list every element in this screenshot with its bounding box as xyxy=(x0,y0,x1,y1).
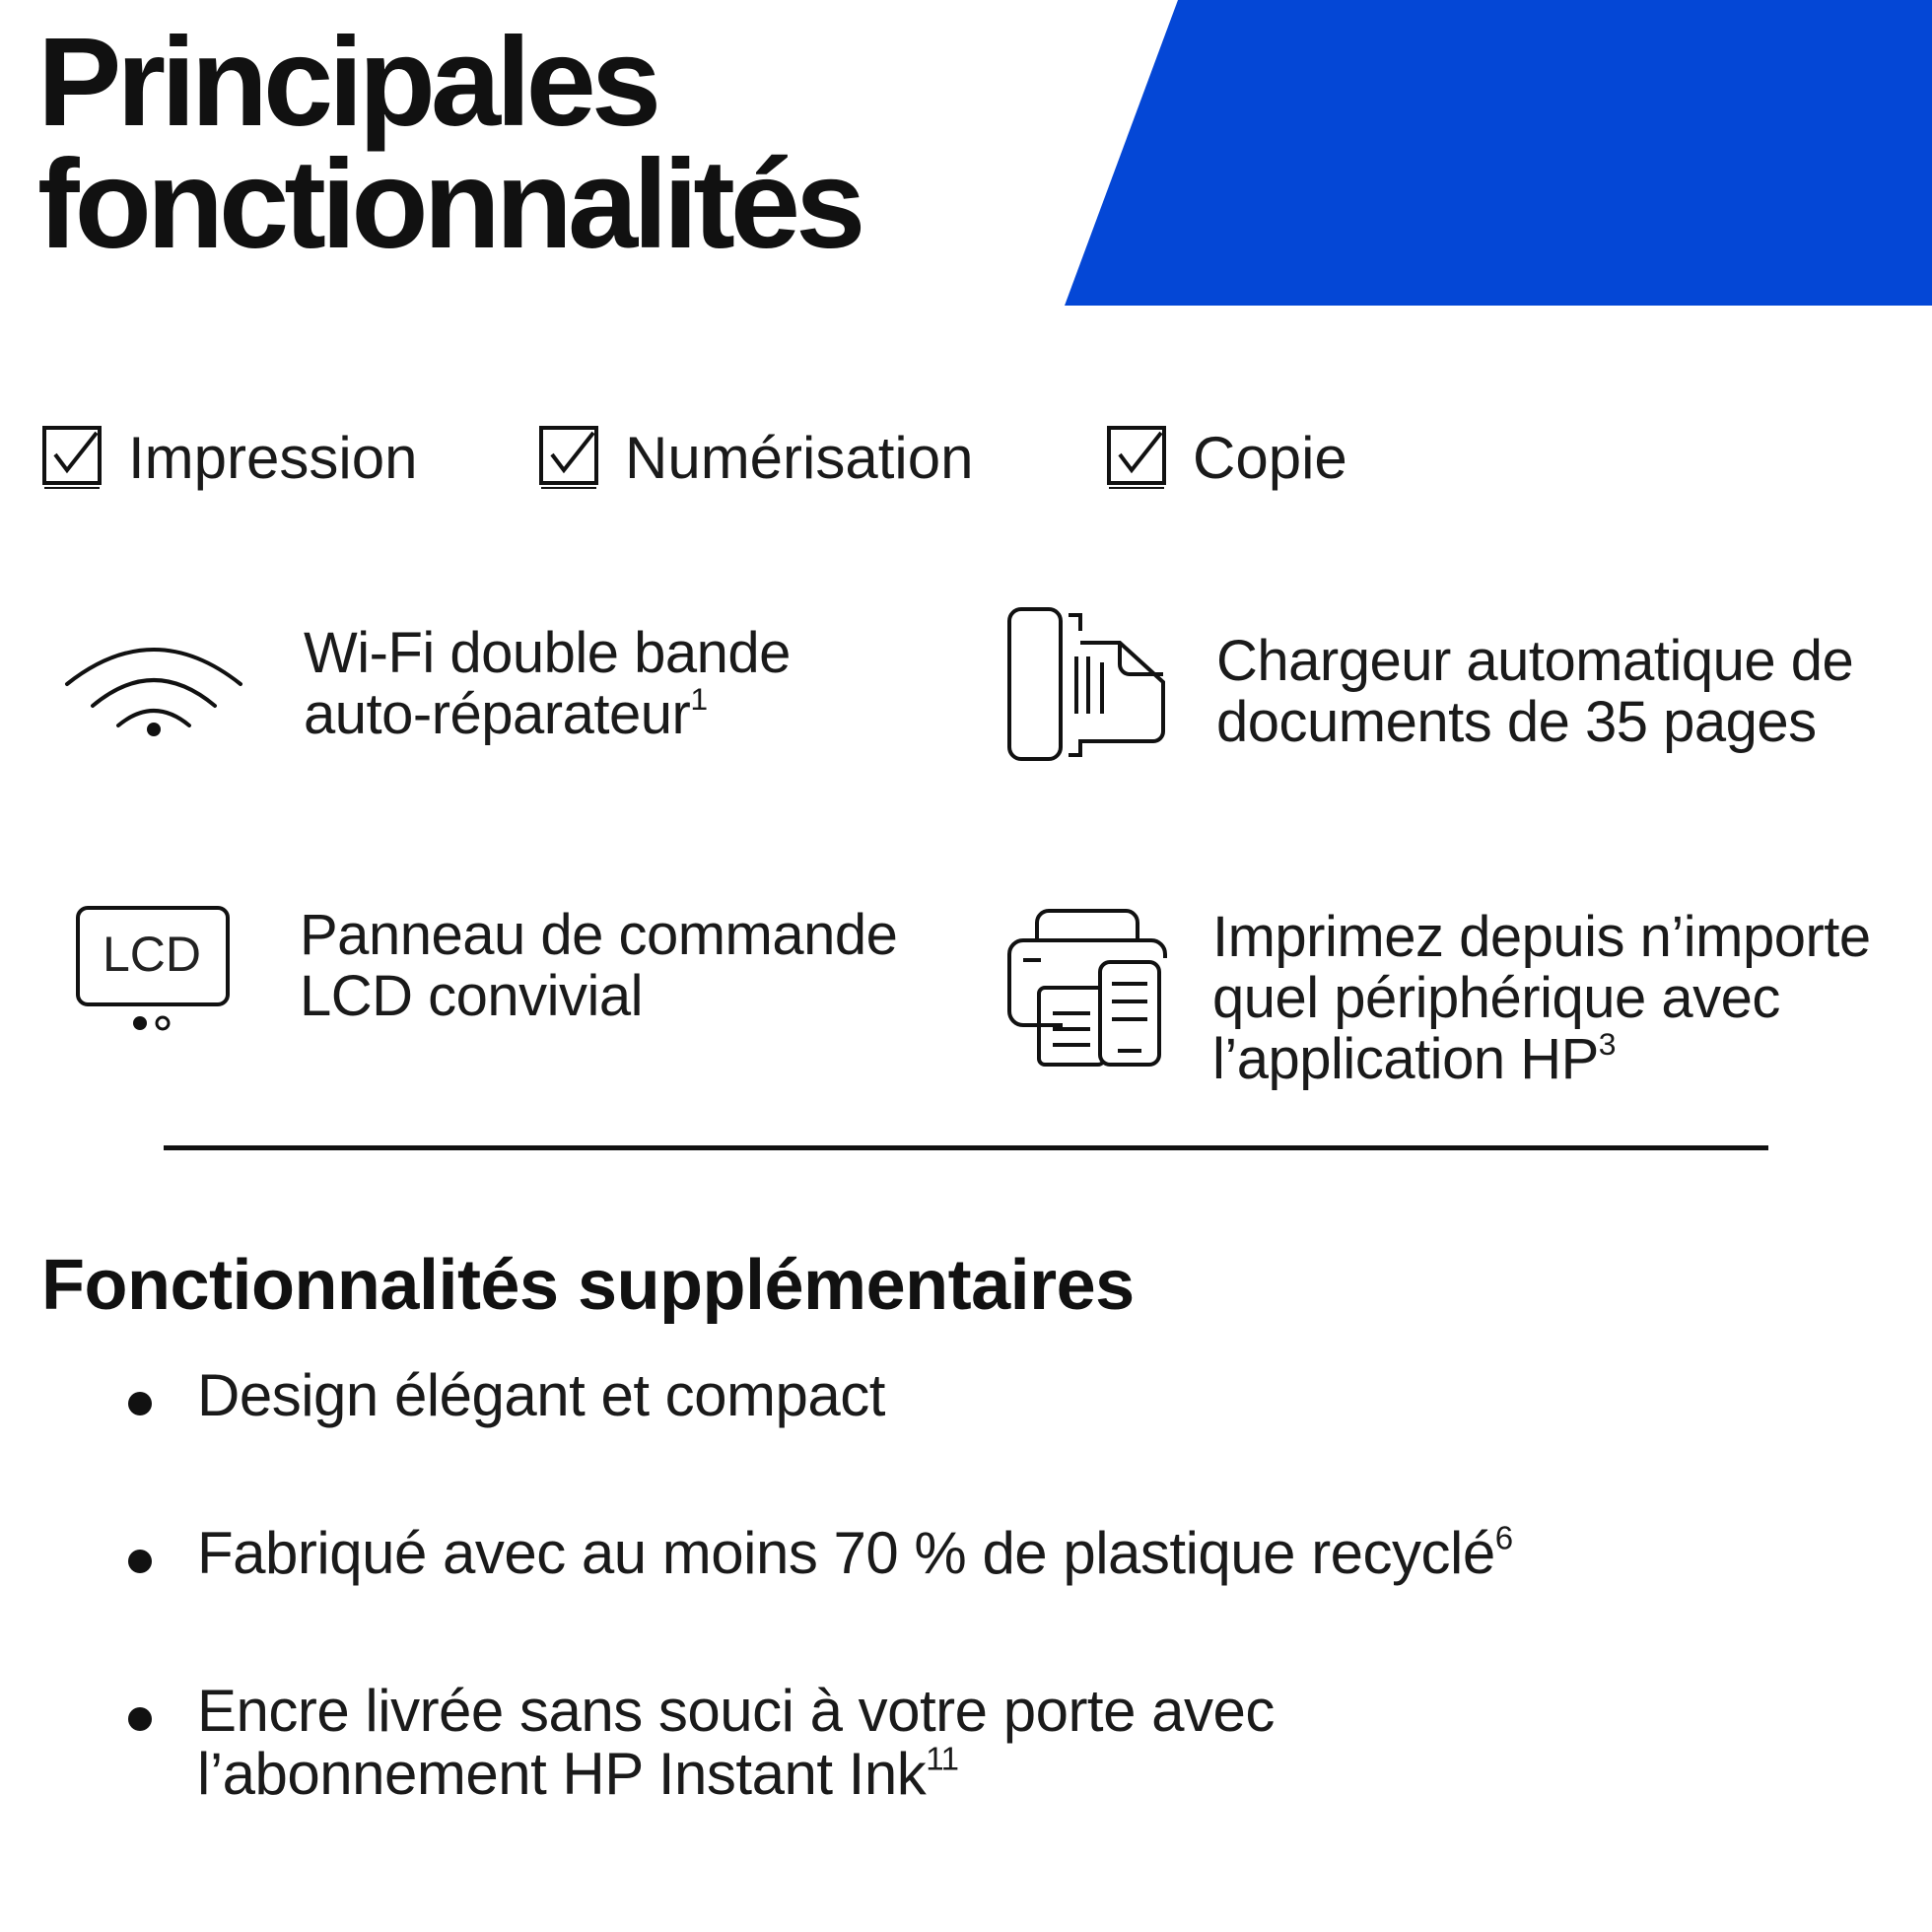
bullet-item xyxy=(197,1680,1275,1806)
check-item-numerisation xyxy=(538,414,973,503)
feature-line: auto-réparateur xyxy=(304,682,691,746)
footnote-marker: 3 xyxy=(1598,1026,1617,1063)
feature-feeder-text xyxy=(1216,631,1853,753)
check-item-copie xyxy=(1106,414,1347,503)
bullet-line xyxy=(197,1740,1275,1807)
feature-line xyxy=(1212,1026,1871,1091)
check-label: Copie xyxy=(1193,425,1347,491)
feature-line: l’application HP xyxy=(1212,1027,1599,1091)
feature-wifi-text xyxy=(304,623,791,745)
feature-line: Imprimez depuis n’importe xyxy=(1212,905,1871,969)
feature-line: quel périphérique avec xyxy=(1212,966,1780,1030)
checkbox-icon xyxy=(538,425,601,492)
bullet-item xyxy=(197,1519,1513,1586)
footnote-marker: 11 xyxy=(926,1740,959,1777)
page-title xyxy=(37,12,862,275)
checkbox-icon xyxy=(1106,425,1169,492)
bullet-dot xyxy=(128,1392,152,1415)
feature-lcd-text xyxy=(300,905,897,1027)
lcd-icon-label: LCD xyxy=(102,927,202,982)
document-feeder-icon xyxy=(1003,603,1167,765)
feature-line: documents de 35 pages xyxy=(1216,690,1817,754)
feature-line: Chargeur automatique de xyxy=(1216,629,1854,693)
bullet-dot xyxy=(128,1550,152,1573)
bullet-line: Design élégant et compact xyxy=(197,1362,885,1428)
bullet-line xyxy=(197,1519,1513,1586)
additional-features-title: Fonctionnalités supplémentaires xyxy=(41,1246,1135,1325)
bullet-line: Encre livrée sans souci à votre porte avec xyxy=(197,1678,1275,1744)
footnote-marker: 6 xyxy=(1494,1519,1513,1556)
section-divider xyxy=(164,1145,1768,1150)
feature-line xyxy=(304,681,791,746)
title-line-1: Principales xyxy=(37,12,656,153)
check-label: Numérisation xyxy=(625,425,974,491)
bullet-line: l’abonnement HP Instant Ink xyxy=(197,1741,927,1807)
check-label: Impression xyxy=(128,425,418,491)
wifi-icon xyxy=(61,627,246,745)
checkbox-icon xyxy=(41,425,104,492)
title-line-2: fonctionnalités xyxy=(37,134,862,275)
bullet-line: Fabriqué avec au moins 70 % de plastique recyclé xyxy=(197,1520,1495,1586)
footnote-marker: 1 xyxy=(690,681,708,718)
feature-line: LCD convivial xyxy=(300,964,644,1028)
check-item-impression xyxy=(41,414,417,503)
printer-phone-icon xyxy=(1003,907,1167,1069)
feature-app-text xyxy=(1212,907,1871,1090)
feature-line: Wi-Fi double bande xyxy=(304,621,791,685)
bullet-item xyxy=(197,1364,885,1427)
lcd-panel-icon xyxy=(75,905,233,1035)
feature-line: Panneau de commande xyxy=(300,903,898,967)
bullet-dot xyxy=(128,1707,152,1731)
